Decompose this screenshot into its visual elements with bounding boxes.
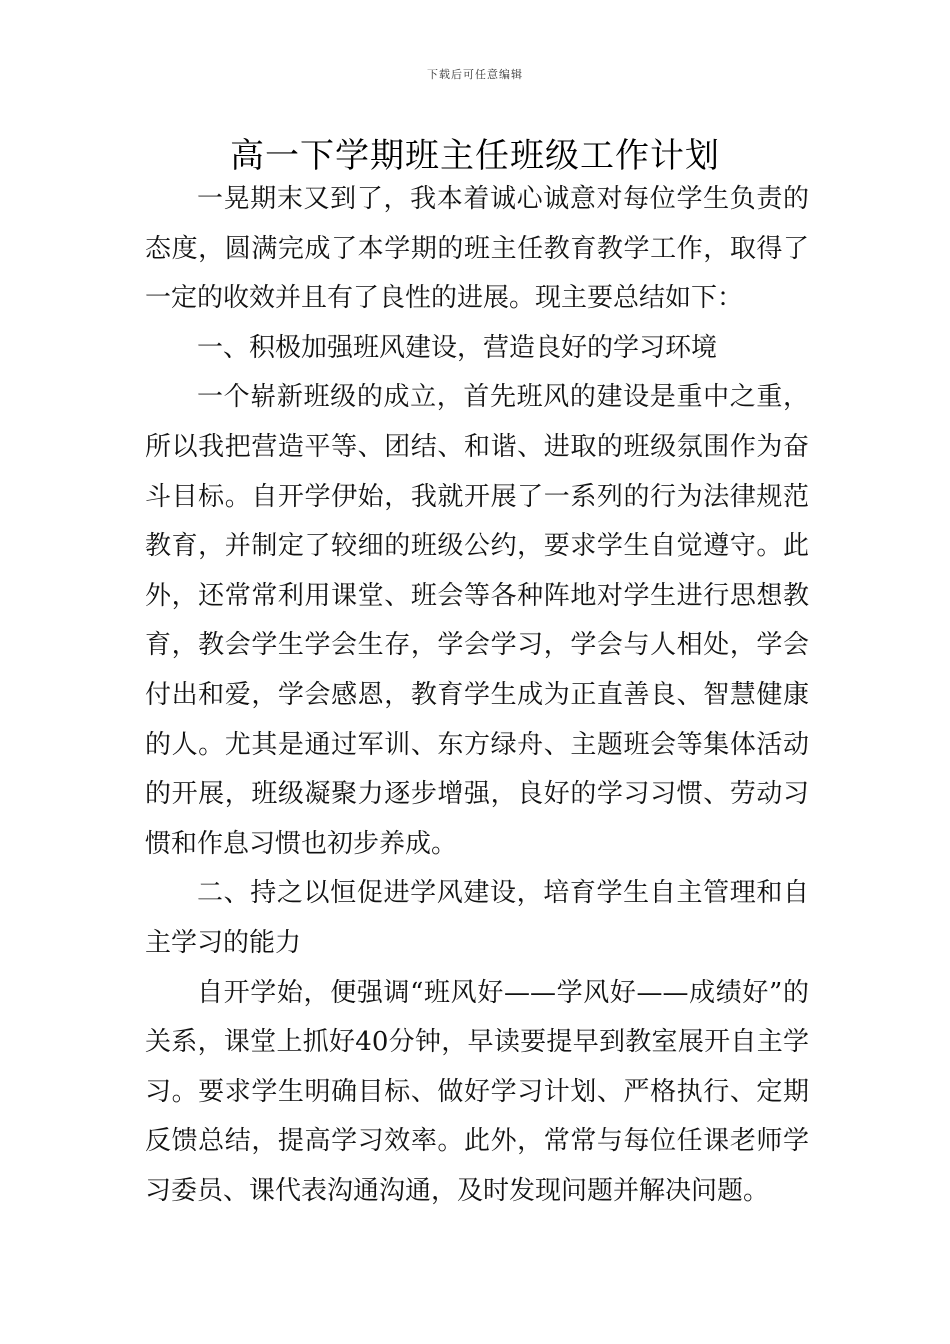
document-body <box>145 175 809 1216</box>
section-heading-2: 二、持之以恒促进学风建设，培育学生自主管理和自主学习的能力 <box>145 878 809 958</box>
paragraph-intro: 一晃期末又到了，我本着诚心诚意对每位学生负责的态度，圆满完成了本学期的班主任教育教学工作，取得了一定的收效并且有了良性的进展。现主要总结如下： <box>145 184 809 314</box>
paragraph-section-1: 一个崭新班级的成立，首先班风的建设是重中之重，所以我把营造平等、团结、和谐、进取的班级氛围作为奋斗目标。自开学伊始，我就开展了一系列的行为法律规范教育，并制定了较细的班级公约，要求学生自觉遵守。此外，还常常利用课堂、班会等各种阵地对学生进行思想教育，教会学生学会生存，学会学习，学会与人相处，学会付出和爱，学会感恩，教育学生成为正直善良、智慧健康的人。尤其是通过军训、东方绿舟、主题班会等集体活动的开展，班级凝聚力逐步增强，良好的学习习惯、劳动习惯和作息习惯也初步养成。 <box>145 382 809 859</box>
section-heading-1: 一、积极加强班风建设，营造良好的学习环境 <box>197 332 718 363</box>
document-title: 高一下学期班主任班级工作计划 <box>230 136 720 176</box>
header-note: 下载后可任意编辑 <box>427 68 523 81</box>
paragraph-section-2: 自开学始，便强调“班风好——学风好——成绩好”的关系，课堂上抓好40分钟，早读要提早到教室展开自主学习。要求学生明确目标、做好学习计划、严格执行、定期反馈总结，提高学习效率。此外，常常与每位任课老师学习委员、课代表沟通沟通，及时发现问题并解决问题。 <box>145 977 809 1206</box>
